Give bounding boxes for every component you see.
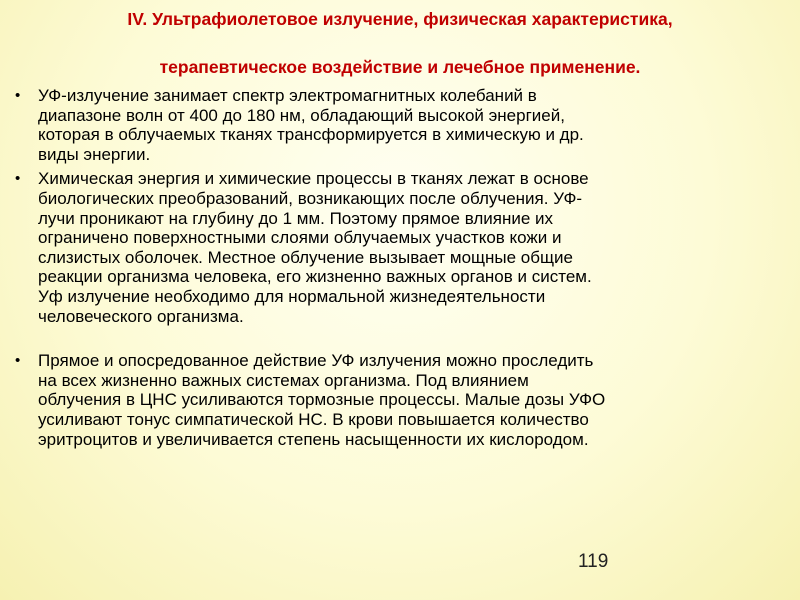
bullet-text-line: биологических преобразований, возникающих после облучения. УФ-: [38, 188, 583, 208]
bullet-dot-icon: •: [15, 170, 21, 188]
bullet-text-line: ограничено поверхностными слоями облучаемых участков кожи и: [38, 228, 562, 248]
bullet-text-line: человеческого организма.: [38, 306, 244, 326]
bullet-text-line: Уф излучение необходимо для нормальной жизнедеятельности: [38, 286, 546, 306]
bullet-text-line: лучи проникают на глубину до 1 мм. Поэтому прямое влияние их: [38, 208, 554, 228]
bullet-item-direct-action: [14, 351, 786, 449]
bullet-dot-icon: •: [15, 87, 21, 104]
bullet-dot-icon: •: [15, 352, 21, 370]
bullet-text-line: слизистых оболочек. Местное облучение вызывает мощные общие: [38, 247, 573, 267]
bullet-text-line: которая в облучаемых тканях трансформируется в химическую и др.: [38, 125, 584, 145]
slide-title-line-1: IV. Ультрафиолетовое излучение, физическая характеристика,: [127, 9, 673, 29]
bullet-text-line: облучения в ЦНС усиливаются тормозные процессы. Малые дозы УФО: [38, 390, 606, 410]
bullet-text-line: УФ-излучение занимает спектр электромагнитных колебаний в: [38, 86, 537, 105]
bullet-item-chemical-energy: [14, 169, 786, 326]
page-number: 119: [578, 551, 609, 572]
bullet-item-uv-spectrum: [14, 86, 786, 164]
bullet-text-line: виды энергии.: [38, 144, 151, 164]
bullet-text-line: усиливают тонус симпатической НС. В крови повышается количество: [38, 409, 589, 429]
bullet-text-line: эритроцитов и увеличивается степень насыщенности их кислородом.: [38, 429, 589, 449]
bullet-list: [14, 86, 786, 449]
bullet-text-line: Прямое и опосредованное действие УФ излучения можно проследить: [38, 351, 594, 371]
bullet-text-line: реакции организма человека, его жизненно важных органов и систем.: [38, 267, 592, 287]
slide-title-line-2: терапевтическое воздействие и лечебное применение.: [159, 57, 641, 77]
bullet-text-line: диапазоне волн от 400 до 180 нм, обладающий высокой энергией,: [38, 105, 565, 125]
bullet-text-line: на всех жизненно важных системах организма. Под влиянием: [38, 370, 529, 390]
bullet-text-line: Химическая энергия и химические процессы в тканях лежат в основе: [38, 169, 589, 189]
